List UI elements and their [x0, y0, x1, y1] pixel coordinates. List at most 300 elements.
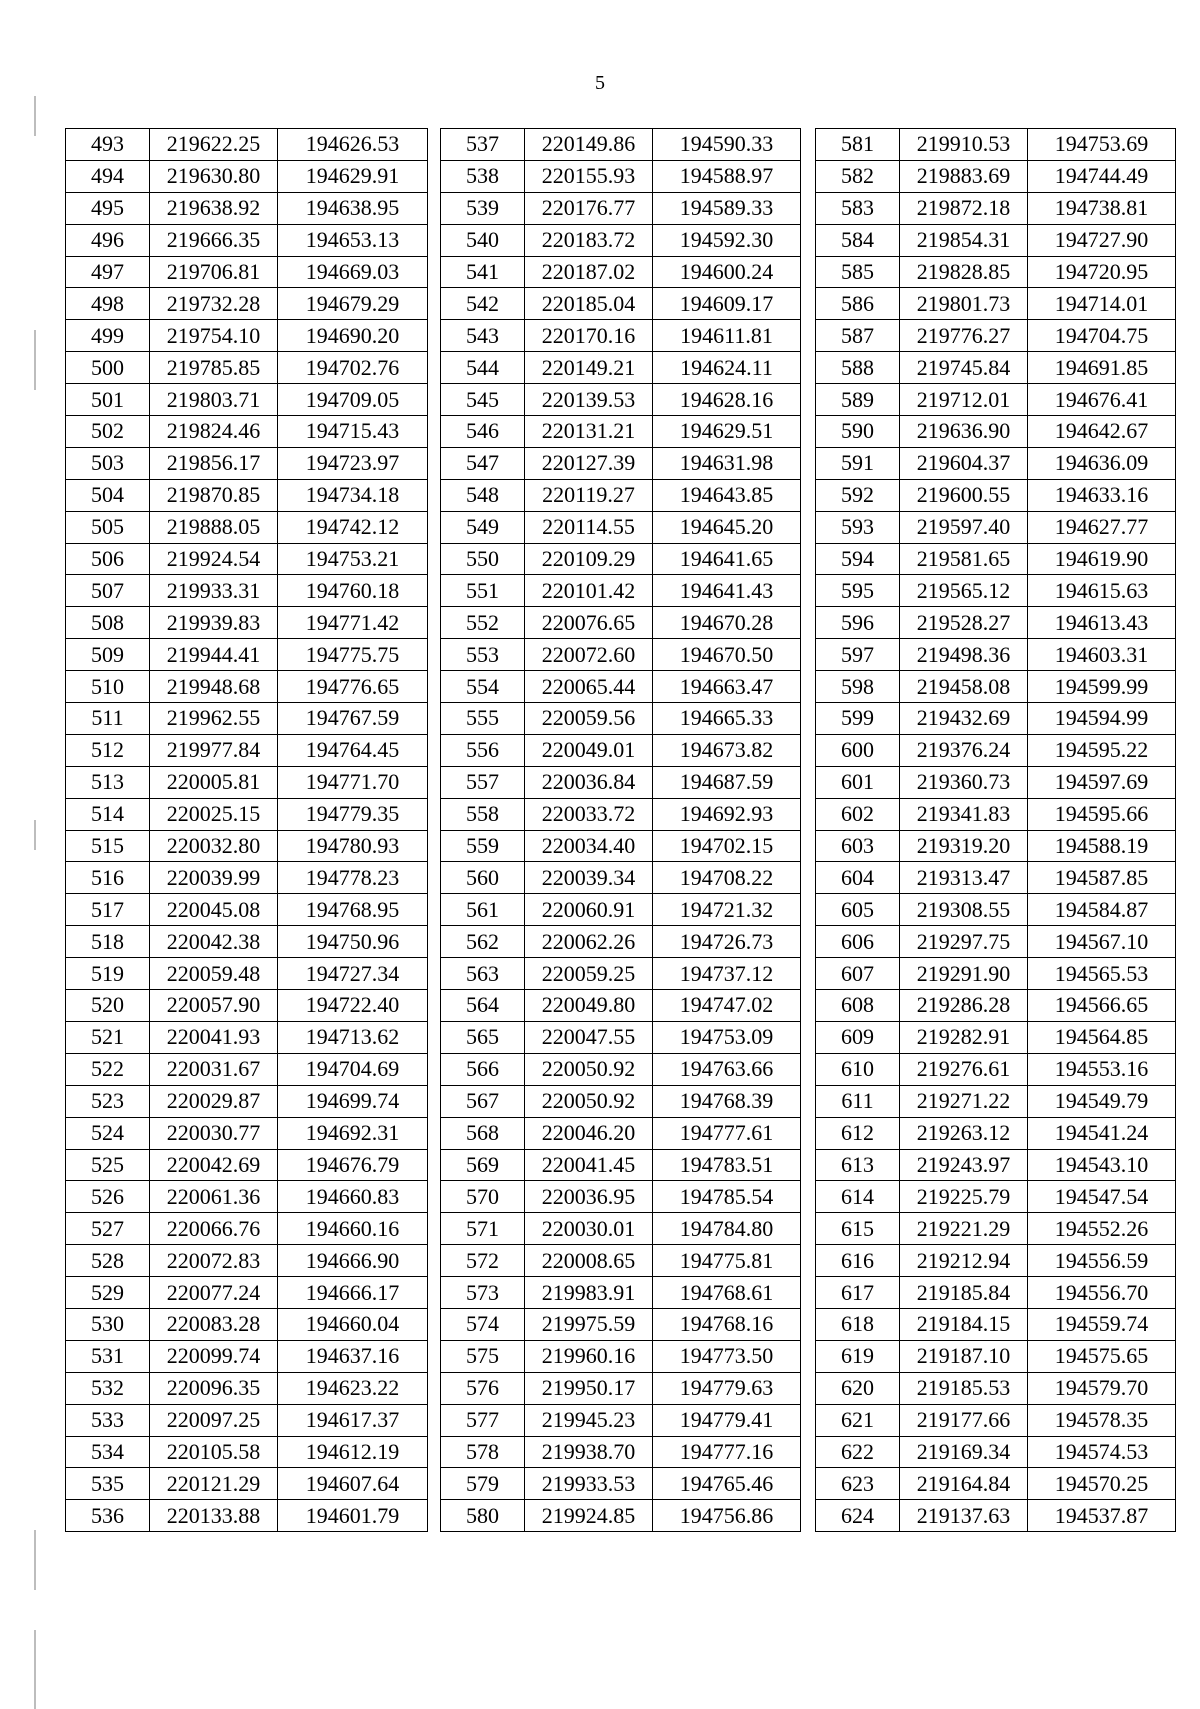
point-number-cell: 546 — [441, 416, 525, 448]
point-number-cell: 584 — [816, 224, 900, 256]
point-number-cell: 496 — [66, 224, 150, 256]
x-coordinate-cell: 219177.66 — [900, 1404, 1028, 1436]
table-row — [816, 862, 1176, 894]
table-row — [816, 1340, 1176, 1372]
x-coordinate-cell: 219243.97 — [900, 1149, 1028, 1181]
x-coordinate-cell: 220030.77 — [150, 1117, 278, 1149]
y-coordinate-cell: 194663.47 — [653, 671, 801, 703]
table-row — [816, 192, 1176, 224]
x-coordinate-cell: 220187.02 — [525, 256, 653, 288]
table-row — [441, 1053, 801, 1085]
x-coordinate-cell: 220119.27 — [525, 479, 653, 511]
point-number-cell: 571 — [441, 1213, 525, 1245]
x-coordinate-cell: 220066.76 — [150, 1213, 278, 1245]
x-coordinate-cell: 220062.26 — [525, 926, 653, 958]
table-row — [441, 862, 801, 894]
x-coordinate-cell: 220059.56 — [525, 703, 653, 735]
x-coordinate-cell: 220065.44 — [525, 671, 653, 703]
table-row — [441, 1213, 801, 1245]
y-coordinate-cell: 194783.51 — [653, 1149, 801, 1181]
point-number-cell: 537 — [441, 129, 525, 161]
point-number-cell: 503 — [66, 447, 150, 479]
x-coordinate-cell: 219872.18 — [900, 192, 1028, 224]
y-coordinate-cell: 194636.09 — [1028, 447, 1176, 479]
y-coordinate-cell: 194708.22 — [653, 862, 801, 894]
point-number-cell: 619 — [816, 1340, 900, 1372]
table-row — [66, 990, 428, 1022]
point-number-cell: 554 — [441, 671, 525, 703]
x-coordinate-cell: 219666.35 — [150, 224, 278, 256]
y-coordinate-cell: 194763.66 — [653, 1053, 801, 1085]
table-row — [66, 734, 428, 766]
table-row — [441, 990, 801, 1022]
point-number-cell: 511 — [66, 703, 150, 735]
y-coordinate-cell: 194624.11 — [653, 352, 801, 384]
x-coordinate-cell: 220121.29 — [150, 1468, 278, 1500]
point-number-cell: 601 — [816, 766, 900, 798]
point-number-cell: 568 — [441, 1117, 525, 1149]
x-coordinate-cell: 220031.67 — [150, 1053, 278, 1085]
point-number-cell: 518 — [66, 926, 150, 958]
point-number-cell: 596 — [816, 607, 900, 639]
x-coordinate-cell: 219870.85 — [150, 479, 278, 511]
x-coordinate-cell: 219945.23 — [525, 1404, 653, 1436]
table-row — [816, 1436, 1176, 1468]
y-coordinate-cell: 194742.12 — [278, 511, 428, 543]
table-row — [66, 1436, 428, 1468]
x-coordinate-cell: 219341.83 — [900, 798, 1028, 830]
x-coordinate-cell: 220050.92 — [525, 1085, 653, 1117]
table-row — [66, 320, 428, 352]
table-row — [66, 1277, 428, 1309]
y-coordinate-cell: 194567.10 — [1028, 926, 1176, 958]
table-row — [816, 734, 1176, 766]
y-coordinate-cell: 194566.65 — [1028, 990, 1176, 1022]
point-number-cell: 567 — [441, 1085, 525, 1117]
table-row — [66, 862, 428, 894]
scan-edge-mark — [34, 1530, 36, 1590]
table-row — [441, 224, 801, 256]
x-coordinate-cell: 219458.08 — [900, 671, 1028, 703]
point-number-cell: 514 — [66, 798, 150, 830]
point-number-cell: 615 — [816, 1213, 900, 1245]
x-coordinate-cell: 219528.27 — [900, 607, 1028, 639]
table-row — [66, 1340, 428, 1372]
x-coordinate-cell: 219291.90 — [900, 958, 1028, 990]
y-coordinate-cell: 194588.97 — [653, 160, 801, 192]
y-coordinate-cell: 194713.62 — [278, 1021, 428, 1053]
point-number-cell: 526 — [66, 1181, 150, 1213]
y-coordinate-cell: 194628.16 — [653, 384, 801, 416]
y-coordinate-cell: 194765.46 — [653, 1468, 801, 1500]
x-coordinate-cell: 219960.16 — [525, 1340, 653, 1372]
x-coordinate-cell: 220127.39 — [525, 447, 653, 479]
x-coordinate-cell: 220046.20 — [525, 1117, 653, 1149]
x-coordinate-cell: 219308.55 — [900, 894, 1028, 926]
y-coordinate-cell: 194579.70 — [1028, 1372, 1176, 1404]
point-number-cell: 530 — [66, 1308, 150, 1340]
x-coordinate-cell: 219924.54 — [150, 543, 278, 575]
x-coordinate-cell: 219137.63 — [900, 1500, 1028, 1532]
y-coordinate-cell: 194744.49 — [1028, 160, 1176, 192]
x-coordinate-cell: 220155.93 — [525, 160, 653, 192]
x-coordinate-cell: 219962.55 — [150, 703, 278, 735]
x-coordinate-cell: 220041.93 — [150, 1021, 278, 1053]
point-number-cell: 564 — [441, 990, 525, 1022]
table-row — [816, 1468, 1176, 1500]
scan-edge-mark — [34, 330, 36, 390]
y-coordinate-cell: 194756.86 — [653, 1500, 801, 1532]
point-number-cell: 495 — [66, 192, 150, 224]
page-number: 5 — [595, 72, 605, 94]
y-coordinate-cell: 194673.82 — [653, 734, 801, 766]
table-row — [441, 160, 801, 192]
point-number-cell: 506 — [66, 543, 150, 575]
table-row — [441, 1021, 801, 1053]
x-coordinate-cell: 220025.15 — [150, 798, 278, 830]
table-row — [441, 958, 801, 990]
x-coordinate-cell: 220030.01 — [525, 1213, 653, 1245]
point-number-cell: 621 — [816, 1404, 900, 1436]
table-row — [66, 1404, 428, 1436]
point-number-cell: 551 — [441, 575, 525, 607]
point-number-cell: 556 — [441, 734, 525, 766]
table-row — [66, 703, 428, 735]
y-coordinate-cell: 194760.18 — [278, 575, 428, 607]
y-coordinate-cell: 194588.19 — [1028, 830, 1176, 862]
point-number-cell: 577 — [441, 1404, 525, 1436]
y-coordinate-cell: 194615.63 — [1028, 575, 1176, 607]
x-coordinate-cell: 219498.36 — [900, 639, 1028, 671]
x-coordinate-cell: 219282.91 — [900, 1021, 1028, 1053]
table-row — [816, 990, 1176, 1022]
point-number-cell: 552 — [441, 607, 525, 639]
table-row — [816, 447, 1176, 479]
y-coordinate-cell: 194627.77 — [1028, 511, 1176, 543]
y-coordinate-cell: 194702.15 — [653, 830, 801, 862]
x-coordinate-cell: 220133.88 — [150, 1500, 278, 1532]
x-coordinate-cell: 220042.69 — [150, 1149, 278, 1181]
point-number-cell: 558 — [441, 798, 525, 830]
y-coordinate-cell: 194575.65 — [1028, 1340, 1176, 1372]
table-row — [66, 1149, 428, 1181]
table-row — [441, 607, 801, 639]
point-number-cell: 599 — [816, 703, 900, 735]
point-number-cell: 614 — [816, 1181, 900, 1213]
table-row — [816, 543, 1176, 575]
y-coordinate-cell: 194642.67 — [1028, 416, 1176, 448]
x-coordinate-cell: 219745.84 — [900, 352, 1028, 384]
x-coordinate-cell: 219581.65 — [900, 543, 1028, 575]
table-row — [816, 703, 1176, 735]
point-number-cell: 562 — [441, 926, 525, 958]
point-number-cell: 559 — [441, 830, 525, 862]
table-row — [816, 607, 1176, 639]
table-row — [441, 1340, 801, 1372]
table-row — [66, 129, 428, 161]
point-number-cell: 561 — [441, 894, 525, 926]
x-coordinate-cell: 220032.80 — [150, 830, 278, 862]
point-number-cell: 573 — [441, 1277, 525, 1309]
table-row — [441, 1277, 801, 1309]
point-number-cell: 497 — [66, 256, 150, 288]
table-row — [816, 384, 1176, 416]
x-coordinate-cell: 220060.91 — [525, 894, 653, 926]
point-number-cell: 533 — [66, 1404, 150, 1436]
table-row — [441, 1245, 801, 1277]
x-coordinate-cell: 219276.61 — [900, 1053, 1028, 1085]
table-row — [441, 894, 801, 926]
y-coordinate-cell: 194737.12 — [653, 958, 801, 990]
table-row — [816, 894, 1176, 926]
y-coordinate-cell: 194595.66 — [1028, 798, 1176, 830]
point-number-cell: 592 — [816, 479, 900, 511]
x-coordinate-cell: 220183.72 — [525, 224, 653, 256]
point-number-cell: 581 — [816, 129, 900, 161]
y-coordinate-cell: 194594.99 — [1028, 703, 1176, 735]
scan-edge-mark — [34, 820, 36, 850]
table-row — [66, 1117, 428, 1149]
x-coordinate-cell: 219432.69 — [900, 703, 1028, 735]
table-row — [441, 1149, 801, 1181]
y-coordinate-cell: 194734.18 — [278, 479, 428, 511]
table-row — [441, 129, 801, 161]
x-coordinate-cell: 219856.17 — [150, 447, 278, 479]
point-number-cell: 613 — [816, 1149, 900, 1181]
table-row — [66, 224, 428, 256]
point-number-cell: 527 — [66, 1213, 150, 1245]
point-number-cell: 609 — [816, 1021, 900, 1053]
x-coordinate-cell: 220077.24 — [150, 1277, 278, 1309]
x-coordinate-cell: 220072.83 — [150, 1245, 278, 1277]
table-row — [66, 543, 428, 575]
point-number-cell: 565 — [441, 1021, 525, 1053]
table-row — [441, 352, 801, 384]
y-coordinate-cell: 194692.31 — [278, 1117, 428, 1149]
point-number-cell: 539 — [441, 192, 525, 224]
table-row — [816, 639, 1176, 671]
point-number-cell: 560 — [441, 862, 525, 894]
x-coordinate-cell: 219271.22 — [900, 1085, 1028, 1117]
x-coordinate-cell: 220149.86 — [525, 129, 653, 161]
table-row — [816, 1117, 1176, 1149]
x-coordinate-cell: 220057.90 — [150, 990, 278, 1022]
table-row — [441, 639, 801, 671]
x-coordinate-cell: 219225.79 — [900, 1181, 1028, 1213]
x-coordinate-cell: 219933.53 — [525, 1468, 653, 1500]
y-coordinate-cell: 194641.65 — [653, 543, 801, 575]
y-coordinate-cell: 194777.61 — [653, 1117, 801, 1149]
x-coordinate-cell: 219221.29 — [900, 1213, 1028, 1245]
x-coordinate-cell: 219828.85 — [900, 256, 1028, 288]
coordinate-table-3 — [815, 128, 1176, 1532]
table-row — [66, 1213, 428, 1245]
point-number-cell: 607 — [816, 958, 900, 990]
point-number-cell: 553 — [441, 639, 525, 671]
table-row — [816, 1181, 1176, 1213]
y-coordinate-cell: 194553.16 — [1028, 1053, 1176, 1085]
x-coordinate-cell: 220005.81 — [150, 766, 278, 798]
point-number-cell: 566 — [441, 1053, 525, 1085]
table-row — [66, 575, 428, 607]
y-coordinate-cell: 194623.22 — [278, 1372, 428, 1404]
x-coordinate-cell: 220041.45 — [525, 1149, 653, 1181]
y-coordinate-cell: 194564.85 — [1028, 1021, 1176, 1053]
point-number-cell: 519 — [66, 958, 150, 990]
x-coordinate-cell: 219983.91 — [525, 1277, 653, 1309]
point-number-cell: 547 — [441, 447, 525, 479]
table-row — [66, 798, 428, 830]
y-coordinate-cell: 194767.59 — [278, 703, 428, 735]
point-number-cell: 612 — [816, 1117, 900, 1149]
x-coordinate-cell: 219565.12 — [900, 575, 1028, 607]
point-number-cell: 574 — [441, 1308, 525, 1340]
point-number-cell: 532 — [66, 1372, 150, 1404]
point-number-cell: 504 — [66, 479, 150, 511]
x-coordinate-cell: 220109.29 — [525, 543, 653, 575]
point-number-cell: 604 — [816, 862, 900, 894]
table-row — [441, 288, 801, 320]
x-coordinate-cell: 220139.53 — [525, 384, 653, 416]
point-number-cell: 525 — [66, 1149, 150, 1181]
y-coordinate-cell: 194780.93 — [278, 830, 428, 862]
x-coordinate-cell: 219933.31 — [150, 575, 278, 607]
y-coordinate-cell: 194699.74 — [278, 1085, 428, 1117]
point-number-cell: 523 — [66, 1085, 150, 1117]
x-coordinate-cell: 219600.55 — [900, 479, 1028, 511]
point-number-cell: 536 — [66, 1500, 150, 1532]
x-coordinate-cell: 219376.24 — [900, 734, 1028, 766]
point-number-cell: 550 — [441, 543, 525, 575]
table-row — [816, 160, 1176, 192]
x-coordinate-cell: 219604.37 — [900, 447, 1028, 479]
y-coordinate-cell: 194692.93 — [653, 798, 801, 830]
point-number-cell: 590 — [816, 416, 900, 448]
table-row — [816, 766, 1176, 798]
x-coordinate-cell: 219948.68 — [150, 671, 278, 703]
y-coordinate-cell: 194559.74 — [1028, 1308, 1176, 1340]
x-coordinate-cell: 219944.41 — [150, 639, 278, 671]
point-number-cell: 611 — [816, 1085, 900, 1117]
table-row — [66, 1085, 428, 1117]
y-coordinate-cell: 194670.28 — [653, 607, 801, 639]
table-row — [441, 192, 801, 224]
table-row — [816, 1021, 1176, 1053]
x-coordinate-cell: 220059.48 — [150, 958, 278, 990]
y-coordinate-cell: 194611.81 — [653, 320, 801, 352]
table-row — [441, 1372, 801, 1404]
x-coordinate-cell: 219824.46 — [150, 416, 278, 448]
table-row — [441, 671, 801, 703]
x-coordinate-cell: 220185.04 — [525, 288, 653, 320]
table-row — [66, 958, 428, 990]
point-number-cell: 617 — [816, 1277, 900, 1309]
table-row — [441, 320, 801, 352]
y-coordinate-cell: 194727.34 — [278, 958, 428, 990]
x-coordinate-cell: 219636.90 — [900, 416, 1028, 448]
x-coordinate-cell: 220039.99 — [150, 862, 278, 894]
point-number-cell: 524 — [66, 1117, 150, 1149]
y-coordinate-cell: 194587.85 — [1028, 862, 1176, 894]
point-number-cell: 529 — [66, 1277, 150, 1309]
y-coordinate-cell: 194574.53 — [1028, 1436, 1176, 1468]
y-coordinate-cell: 194747.02 — [653, 990, 801, 1022]
table-row — [816, 352, 1176, 384]
y-coordinate-cell: 194666.90 — [278, 1245, 428, 1277]
y-coordinate-cell: 194578.35 — [1028, 1404, 1176, 1436]
table-row — [816, 1404, 1176, 1436]
point-number-cell: 598 — [816, 671, 900, 703]
point-number-cell: 606 — [816, 926, 900, 958]
table-row — [816, 1372, 1176, 1404]
point-number-cell: 557 — [441, 766, 525, 798]
x-coordinate-cell: 220008.65 — [525, 1245, 653, 1277]
y-coordinate-cell: 194704.75 — [1028, 320, 1176, 352]
point-number-cell: 585 — [816, 256, 900, 288]
point-number-cell: 586 — [816, 288, 900, 320]
y-coordinate-cell: 194753.21 — [278, 543, 428, 575]
y-coordinate-cell: 194666.17 — [278, 1277, 428, 1309]
table-row — [66, 511, 428, 543]
x-coordinate-cell: 220047.55 — [525, 1021, 653, 1053]
y-coordinate-cell: 194768.95 — [278, 894, 428, 926]
y-coordinate-cell: 194589.33 — [653, 192, 801, 224]
y-coordinate-cell: 194617.37 — [278, 1404, 428, 1436]
scan-edge-mark — [34, 96, 36, 136]
x-coordinate-cell: 220072.60 — [525, 639, 653, 671]
point-number-cell: 610 — [816, 1053, 900, 1085]
x-coordinate-cell: 220101.42 — [525, 575, 653, 607]
point-number-cell: 623 — [816, 1468, 900, 1500]
y-coordinate-cell: 194552.26 — [1028, 1213, 1176, 1245]
point-number-cell: 575 — [441, 1340, 525, 1372]
point-number-cell: 587 — [816, 320, 900, 352]
table-row — [66, 1181, 428, 1213]
x-coordinate-cell: 219754.10 — [150, 320, 278, 352]
x-coordinate-cell: 219360.73 — [900, 766, 1028, 798]
table-row — [66, 894, 428, 926]
x-coordinate-cell: 220029.87 — [150, 1085, 278, 1117]
x-coordinate-cell: 220099.74 — [150, 1340, 278, 1372]
table-row — [66, 830, 428, 862]
point-number-cell: 542 — [441, 288, 525, 320]
y-coordinate-cell: 194691.85 — [1028, 352, 1176, 384]
y-coordinate-cell: 194631.98 — [653, 447, 801, 479]
table-row — [816, 224, 1176, 256]
x-coordinate-cell: 219184.15 — [900, 1308, 1028, 1340]
table-row — [816, 1053, 1176, 1085]
x-coordinate-cell: 219212.94 — [900, 1245, 1028, 1277]
point-number-cell: 549 — [441, 511, 525, 543]
x-coordinate-cell: 220045.08 — [150, 894, 278, 926]
y-coordinate-cell: 194714.01 — [1028, 288, 1176, 320]
y-coordinate-cell: 194776.65 — [278, 671, 428, 703]
y-coordinate-cell: 194653.13 — [278, 224, 428, 256]
y-coordinate-cell: 194541.24 — [1028, 1117, 1176, 1149]
table-row — [816, 1308, 1176, 1340]
y-coordinate-cell: 194768.61 — [653, 1277, 801, 1309]
x-coordinate-cell: 219638.92 — [150, 192, 278, 224]
x-coordinate-cell: 219286.28 — [900, 990, 1028, 1022]
x-coordinate-cell: 220096.35 — [150, 1372, 278, 1404]
point-number-cell: 515 — [66, 830, 150, 862]
y-coordinate-cell: 194603.31 — [1028, 639, 1176, 671]
point-number-cell: 545 — [441, 384, 525, 416]
point-number-cell: 548 — [441, 479, 525, 511]
y-coordinate-cell: 194723.97 — [278, 447, 428, 479]
y-coordinate-cell: 194669.03 — [278, 256, 428, 288]
x-coordinate-cell: 219776.27 — [900, 320, 1028, 352]
